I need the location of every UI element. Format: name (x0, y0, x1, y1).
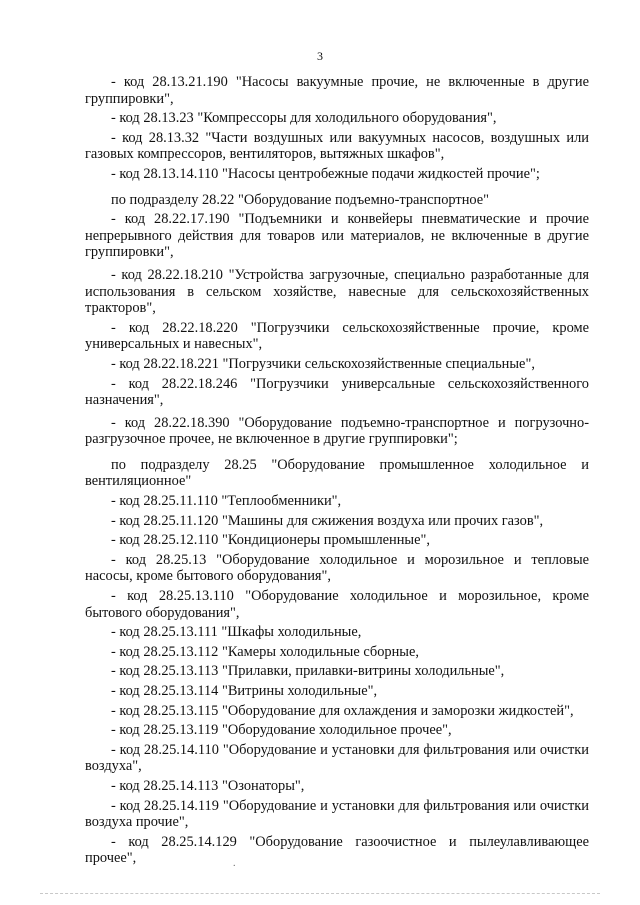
list-item: - код 28.25.13.119 "Оборудование холодильное прочее", (111, 722, 452, 739)
list-item: - код 28.22.18.390 "Оборудование подъемно-транспортное и погрузочно-разгрузочное прочее, не включенное в другие группировки"; (85, 414, 589, 448)
list-item: - код 28.25.12.110 "Кондиционеры промышленные", (111, 532, 430, 549)
list-item: - код 28.13.21.190 "Насосы вакуумные прочие, не включенные в другие группировки", (85, 74, 589, 107)
document-body (85, 74, 589, 867)
footer-mark: . (233, 858, 236, 869)
list-item: - код 28.25.13.111 "Шкафы холодильные, (111, 624, 362, 641)
list-item: - код 28.25.14.129 "Оборудование газоочистное и пылеулавливающее прочее", (85, 833, 589, 867)
list-item: - код 28.25.11.120 "Машины для сжижения воздуха или прочих газов", (111, 512, 544, 529)
subsection-heading: по подразделу 28.25 "Оборудование промышленное холодильное и вентиляционное" (85, 456, 589, 490)
list-item: - код 28.25.13.112 "Камеры холодильные сборные, (111, 643, 419, 660)
list-item: - код 28.25.13.114 "Витрины холодильные", (111, 683, 378, 699)
list-item: - код 28.25.13.110 "Оборудование холодильное и морозильное, кроме бытового оборудования", (85, 588, 589, 621)
list-item: - код 28.22.18.220 "Погрузчики сельскохозяйственные прочие, кроме универсальных и навесных", (85, 319, 589, 353)
scan-edge-divider (40, 893, 600, 895)
list-item: - код 28.13.14.110 "Насосы центробежные подачи жидкостей прочие"; (111, 165, 540, 182)
list-item: - код 28.25.14.110 "Оборудование и установки для фильтрования или очистки воздуха", (85, 741, 589, 775)
list-item: - код 28.22.18.210 "Устройства загрузочные, специально разработанные для использования в сельском хозяйстве, навесные для сельскохозяйственных тракторов", (85, 266, 589, 317)
list-item: - код 28.25.14.113 "Озонаторы", (111, 777, 305, 794)
list-item: - код 28.25.13.115 "Оборудование для охлаждения и заморозки жидкостей", (111, 702, 574, 719)
list-item: - код 28.22.18.246 "Погрузчики универсальные сельскохозяйственного назначения", (85, 375, 589, 409)
list-item: - код 28.25.13.113 "Прилавки, прилавки-витрины холодильные", (111, 663, 505, 680)
list-item: - код 28.22.18.221 "Погрузчики сельскохозяйственные специальные", (111, 355, 535, 372)
list-item: - код 28.13.32 "Части воздушных или вакуумных насосов, воздушных или газовых компрессоров, вентиляторов, вытяжных шкафов", (85, 129, 589, 163)
subsection-heading: по подразделу 28.22 "Оборудование подъемно-транспортное" (111, 191, 490, 208)
list-item: - код 28.25.11.110 "Теплообменники", (111, 493, 342, 510)
list-item: - код 28.25.14.119 "Оборудование и установки для фильтрования или очистки воздуха прочие", (85, 797, 589, 831)
list-item: - код 28.13.23 "Компрессоры для холодильного оборудования", (111, 110, 497, 127)
list-item: - код 28.25.13 "Оборудование холодильное и морозильное и тепловые насосы, кроме бытового оборудования", (85, 551, 589, 585)
list-item: - код 28.22.17.190 "Подъемники и конвейеры пневматические и прочие непрерывного действия для товаров или материалов, не включенные в другие группировки", (85, 211, 589, 261)
page-number: 3 (317, 49, 323, 63)
